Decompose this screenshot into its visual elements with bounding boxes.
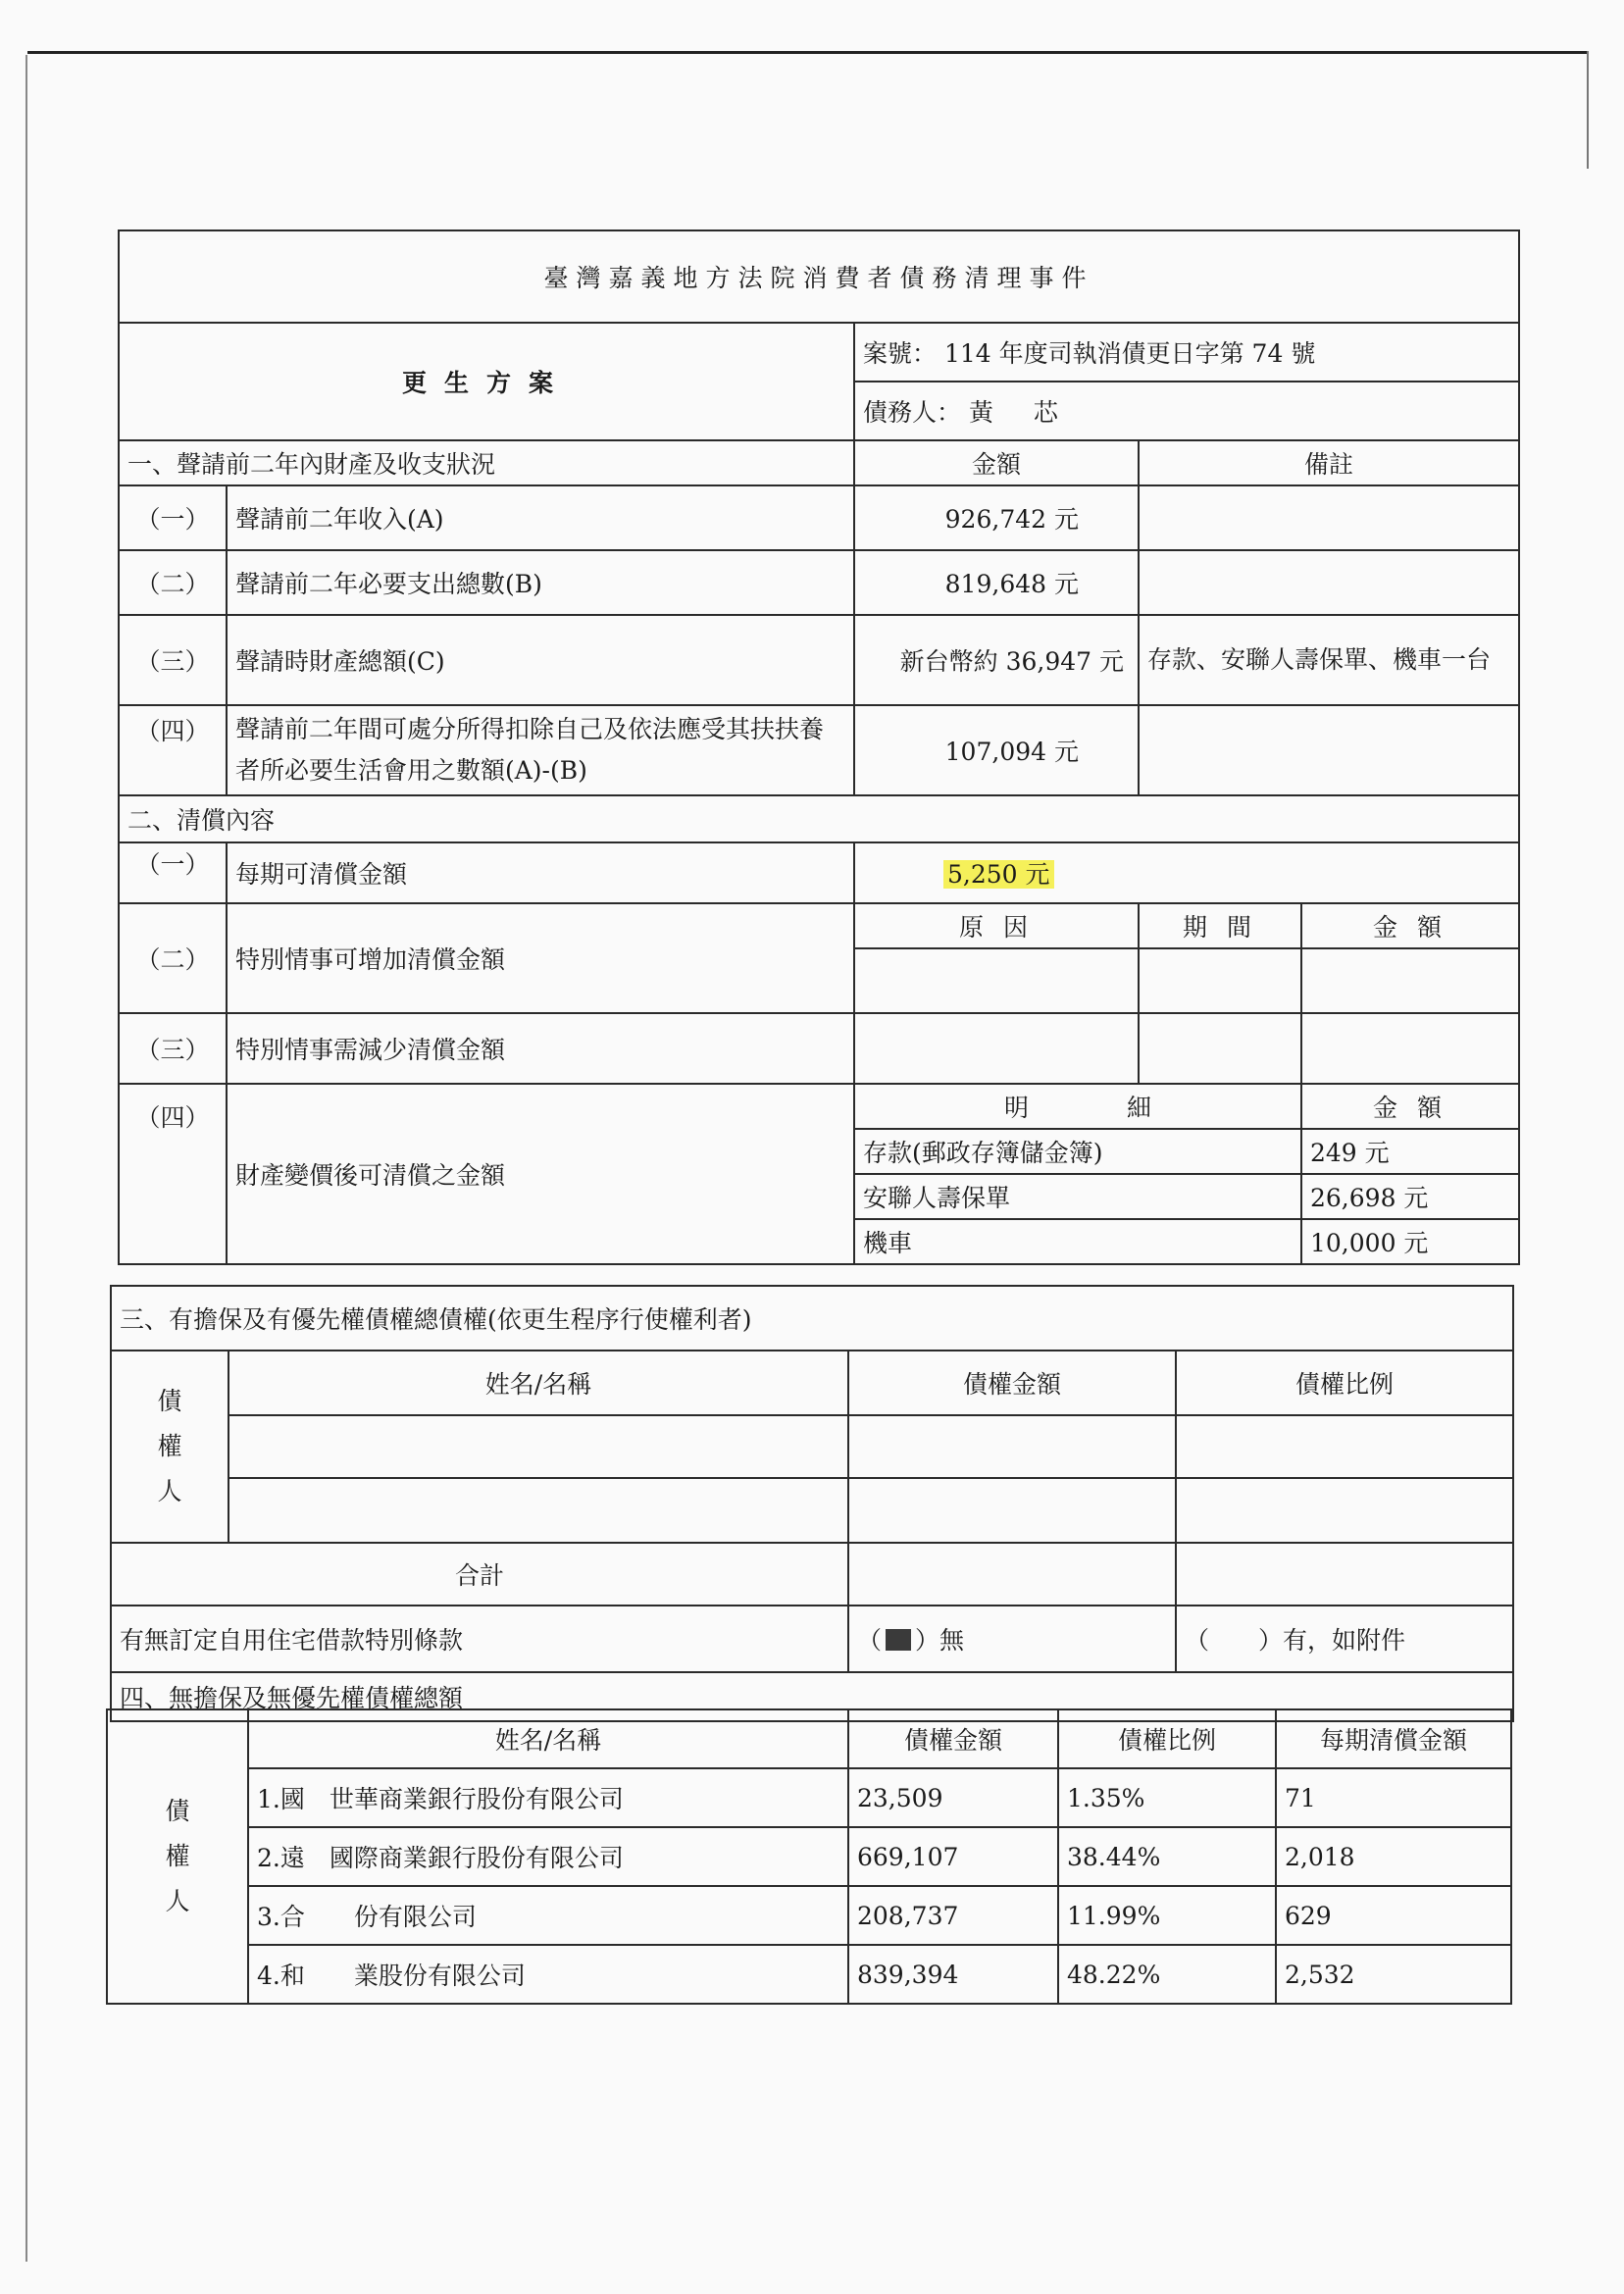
total-label: 合計 (111, 1543, 848, 1606)
row-number: （一） (119, 842, 227, 903)
row-label: 財產變價後可清償之金額 (227, 1084, 854, 1264)
section4-heading: 四、無擔保及無優先權債權總額 (111, 1672, 1513, 1721)
table-row (119, 842, 1519, 903)
creditor-amount: 669,107 (848, 1827, 1058, 1886)
table-row (119, 705, 1519, 795)
creditor-amount: 839,394 (848, 1945, 1058, 2004)
row-note (1139, 485, 1519, 550)
creditor-ratio: 1.35% (1058, 1768, 1276, 1827)
per-period-amount (854, 842, 1519, 903)
table-row (107, 1827, 1511, 1886)
row-amount: 926,742 元 (854, 485, 1139, 550)
creditor-name: 1.國 世華商業銀行股份有限公司 (248, 1768, 848, 1827)
creditor-ratio: 11.99% (1058, 1886, 1276, 1945)
row-number: （四） (119, 705, 227, 795)
empty-cell (1139, 948, 1301, 1013)
highlighted-amount: 5,250 元 (943, 860, 1054, 889)
section3-heading: 三、有擔保及有優先權債權總債權(依更生程序行使權利者) (111, 1286, 1513, 1351)
row-note (1139, 550, 1519, 615)
paren-open: （ (857, 1626, 883, 1655)
empty-cell (1139, 1013, 1301, 1084)
asset-amount: 10,000 元 (1301, 1219, 1519, 1264)
empty-cell (854, 1013, 1139, 1084)
asset-name: 機車 (854, 1219, 1301, 1264)
creditor-name: 3.合 份有限公司 (248, 1886, 848, 1945)
row-number: （二） (119, 550, 227, 615)
housing-none-label: ）無 (915, 1626, 965, 1655)
creditor-name: 4.和 業股份有限公司 (248, 1945, 848, 2004)
table-row (107, 1945, 1511, 2004)
empty-cell (1176, 1415, 1513, 1478)
asset-name: 安聯人壽保單 (854, 1174, 1301, 1219)
detail-amount-header: 金 額 (1301, 1084, 1519, 1129)
empty-cell (228, 1415, 848, 1478)
empty-cell (1176, 1478, 1513, 1543)
row-label: 聲請前二年收入(A) (227, 485, 854, 550)
row-note (1139, 705, 1519, 795)
empty-cell (848, 1543, 1176, 1606)
col-ratio: 債權比例 (1058, 1709, 1276, 1768)
scan-edge-left (25, 55, 27, 2262)
row-amount: 107,094 元 (854, 705, 1139, 795)
row-label: 聲請前二年必要支出總數(B) (227, 550, 854, 615)
row-note: 存款、安聯人壽保單、機車一台 (1139, 615, 1519, 705)
empty-cell (848, 1415, 1176, 1478)
housing-none-option (848, 1606, 1176, 1672)
case-number: 案號： 114 年度司執消債更日字第 74 號 (854, 323, 1519, 382)
col-amount: 債權金額 (848, 1351, 1176, 1415)
reason-header: 原 因 (854, 903, 1139, 948)
debtor-name: 債務人： 黃 芯 (854, 382, 1519, 440)
empty-cell (854, 948, 1139, 1013)
creditor-side-label (107, 1709, 248, 2004)
row-amount: 新台幣約 36,947 元 (854, 615, 1139, 705)
empty-cell (1176, 1543, 1513, 1606)
creditor-side-label (111, 1351, 228, 1543)
asset-name: 存款(郵政存簿儲金簿) (854, 1129, 1301, 1174)
row-number: （三） (119, 1013, 227, 1084)
row-number: （一） (119, 485, 227, 550)
col-name: 姓名/名稱 (228, 1351, 848, 1415)
row-label: 特別情事可增加清償金額 (227, 903, 854, 1013)
creditor-amount: 208,737 (848, 1886, 1058, 1945)
section1-col-amount: 金額 (854, 440, 1139, 485)
unsecured-claims-table (106, 1708, 1512, 2005)
section1-col-note: 備註 (1139, 440, 1519, 485)
creditor-pay: 629 (1276, 1886, 1511, 1945)
table-row (119, 550, 1519, 615)
table-row (107, 1768, 1511, 1827)
table-row (107, 1886, 1511, 1945)
table-row (119, 615, 1519, 705)
asset-amount: 26,698 元 (1301, 1174, 1519, 1219)
table-row (119, 485, 1519, 550)
form-table-main (118, 229, 1520, 1265)
row-amount: 819,648 元 (854, 550, 1139, 615)
secured-claims-table (110, 1285, 1514, 1722)
document-title: 臺灣嘉義地方法院消費者債務清理事件 (119, 230, 1519, 323)
row-label: 聲請前二年間可處分所得扣除自己及依法應受其扶扶養者所必要生活會用之數額(A)-(B) (227, 705, 854, 795)
empty-cell (1301, 1013, 1519, 1084)
section1-heading: 一、聲請前二年內財產及收支狀況 (119, 440, 854, 485)
row-number: （三） (119, 615, 227, 705)
col-amount: 債權金額 (848, 1709, 1058, 1768)
scan-edge-top (27, 51, 1589, 54)
col-ratio: 債權比例 (1176, 1351, 1513, 1415)
row-label: 聲請時財產總額(C) (227, 615, 854, 705)
checkbox-filled-icon (886, 1629, 911, 1651)
creditor-name: 2.遠 國際商業銀行股份有限公司 (248, 1827, 848, 1886)
row-number: （四） (119, 1084, 227, 1264)
scan-edge-right (1587, 51, 1589, 169)
creditor-ratio: 38.44% (1058, 1827, 1276, 1886)
creditor-side-text: 債權人 (165, 1797, 190, 1915)
col-per-period: 每期清償金額 (1276, 1709, 1511, 1768)
empty-cell (228, 1478, 848, 1543)
empty-cell (1301, 948, 1519, 1013)
creditor-amount: 23,509 (848, 1768, 1058, 1827)
row-label: 特別情事需減少清償金額 (227, 1013, 854, 1084)
amount-header: 金 額 (1301, 903, 1519, 948)
plan-label: 更生方案 (119, 323, 854, 440)
detail-header: 明 細 (854, 1084, 1301, 1129)
housing-clause-label: 有無訂定自用住宅借款特別條款 (111, 1606, 848, 1672)
empty-cell (848, 1478, 1176, 1543)
creditor-side-text: 債權人 (157, 1387, 182, 1505)
creditor-pay: 71 (1276, 1768, 1511, 1827)
housing-has-option: （ ）有，如附件 (1176, 1606, 1513, 1672)
period-header: 期 間 (1139, 903, 1301, 948)
col-name: 姓名/名稱 (248, 1709, 848, 1768)
table-row (119, 1013, 1519, 1084)
section2-heading: 二、清償內容 (119, 795, 1519, 842)
asset-amount: 249 元 (1301, 1129, 1519, 1174)
creditor-ratio: 48.22% (1058, 1945, 1276, 2004)
creditor-pay: 2,532 (1276, 1945, 1511, 2004)
creditor-pay: 2,018 (1276, 1827, 1511, 1886)
row-label: 每期可清償金額 (227, 842, 854, 903)
row-number: （二） (119, 903, 227, 1013)
